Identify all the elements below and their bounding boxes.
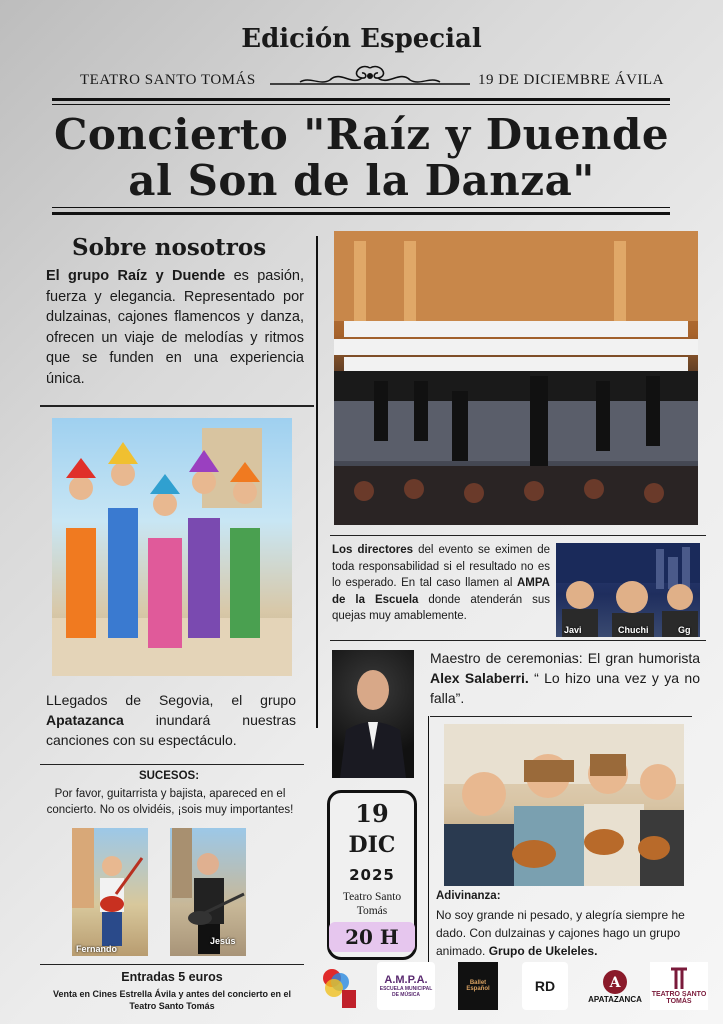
header-rule-bottom-thin xyxy=(52,207,670,208)
divider-directors xyxy=(330,535,706,536)
riddle-answer: Grupo de Ukeleles. xyxy=(488,944,598,958)
riddle-body: No soy grande ni pesado, y alegría siempre he dado. Con dulzainas y cajones hago un grupo animado. xyxy=(436,908,685,958)
teatro-logo-text: TEATRO SANTO TOMÁS xyxy=(651,991,707,1005)
apatazanca-logo-text: APATAZANCA xyxy=(588,994,642,1004)
header-rule-top xyxy=(52,98,670,101)
ukulele-group-illustration xyxy=(444,724,684,886)
header-rule-bottom xyxy=(52,212,670,215)
director-name-2: Chuchi xyxy=(618,625,649,635)
sucesos-heading: SUCESOS: xyxy=(138,770,200,782)
divider-mc xyxy=(330,640,706,641)
bassist-name: Jesús xyxy=(210,936,236,946)
date-venue xyxy=(330,890,414,918)
apatazanca-name: Apatazanca xyxy=(46,712,124,728)
ornament-icon xyxy=(270,62,470,92)
divider-ukes-top xyxy=(430,716,692,717)
directors-body-1: del evento se eximen de toda responsabilidad si el resultado no es lo esperado. En tal caso llamen al xyxy=(332,544,551,589)
title-line-1: Concierto "Raíz y Duende xyxy=(53,110,670,159)
column-divider xyxy=(316,236,318,728)
date-year: 2025 xyxy=(349,866,395,884)
apatazanca-text-1: LLegados de Segovia, el grupo xyxy=(46,692,296,708)
concert-photo xyxy=(334,231,698,525)
jesters-illustration xyxy=(52,418,292,676)
tickets-info: Venta en Cines Estrella Ávila y antes del concierto en el Teatro Santo Tomás xyxy=(52,989,292,1011)
ballet-logo: Ballet Español xyxy=(458,962,498,1010)
riddle-heading: Adivinanza: xyxy=(436,890,501,902)
bassist-illustration xyxy=(170,828,246,956)
raiz-duende-logo: RD xyxy=(522,962,568,1010)
divider-tickets xyxy=(40,964,304,965)
date-place-label: 19 DE DICIEMBRE ÁVILA xyxy=(478,72,664,88)
divider-about xyxy=(40,405,314,407)
edition-heading: Edición Especial xyxy=(241,24,482,54)
about-body: es pasión, fuerza y elegancia. Representado por dulzainas, cajones flamencos y danza, ofrecen un viaje de melodías y ritmos que se funden en una experiencia única. xyxy=(46,268,304,387)
apatazanca-logo xyxy=(585,962,645,1010)
mc-quote: “ Lo hizo una vez y ya no falla”. xyxy=(430,670,700,706)
svg-text:A: A xyxy=(609,974,621,991)
directors-text xyxy=(332,542,550,625)
divider-sucesos xyxy=(40,764,304,765)
mc-photo xyxy=(332,650,414,778)
ampa-logo xyxy=(377,962,435,1010)
mc-name: Alex Salaberri. xyxy=(430,670,529,686)
directors-lead: Los directores xyxy=(332,544,414,556)
date-month: DIC xyxy=(348,832,396,858)
header-rule-top-thin xyxy=(52,104,670,105)
directors-photo xyxy=(556,543,700,637)
riddle-text xyxy=(436,906,698,960)
escuela-music-logo xyxy=(318,962,358,1010)
apatazanca-text-2: inundará nuestras canciones con su espectáculo. xyxy=(46,712,296,748)
teatro-santo-tomas-logo xyxy=(650,962,708,1010)
concert-title xyxy=(0,112,723,204)
date-venue-line-1: Teatro Santo xyxy=(342,891,402,903)
date-venue-line-2: Tomás xyxy=(356,905,388,917)
mc-text xyxy=(430,648,700,708)
time-badge: 20 H xyxy=(329,922,415,952)
director-name-3: Gg xyxy=(678,625,691,635)
sucesos-text: Por favor, guitarrista y bajista, apareced en el concierto. No os olvidéis, ¡sois muy importantes! xyxy=(46,788,294,816)
ampa-logo-subtext: ESCUELA MUNICIPAL DE MÚSICA xyxy=(379,986,433,998)
ampa-name: AMPA de la Escuela xyxy=(332,577,550,606)
title-line-2: al Son de la Danza" xyxy=(128,156,595,205)
about-heading: Sobre nosotros xyxy=(72,234,267,261)
ampa-logo-text: A.M.P.A. xyxy=(384,974,428,986)
about-text xyxy=(46,266,304,389)
date-day: 19 xyxy=(355,799,389,828)
about-lead: El grupo Raíz y Duende xyxy=(46,268,226,284)
venue-label: TEATRO SANTO TOMÁS xyxy=(80,72,256,88)
apatazanca-text xyxy=(46,690,296,750)
tickets-heading: Entradas 5 euros xyxy=(121,970,223,984)
mc-text-1: Maestro de ceremonias: El gran humorista xyxy=(430,650,700,666)
guitarist-name: Fernando xyxy=(76,944,118,954)
directors-body-2: donde atenderán sus quejas muy amablemente. xyxy=(332,593,550,622)
ukes-column-divider xyxy=(428,716,429,964)
director-name-1: Javi xyxy=(564,625,582,635)
guitarist-illustration xyxy=(72,828,148,956)
